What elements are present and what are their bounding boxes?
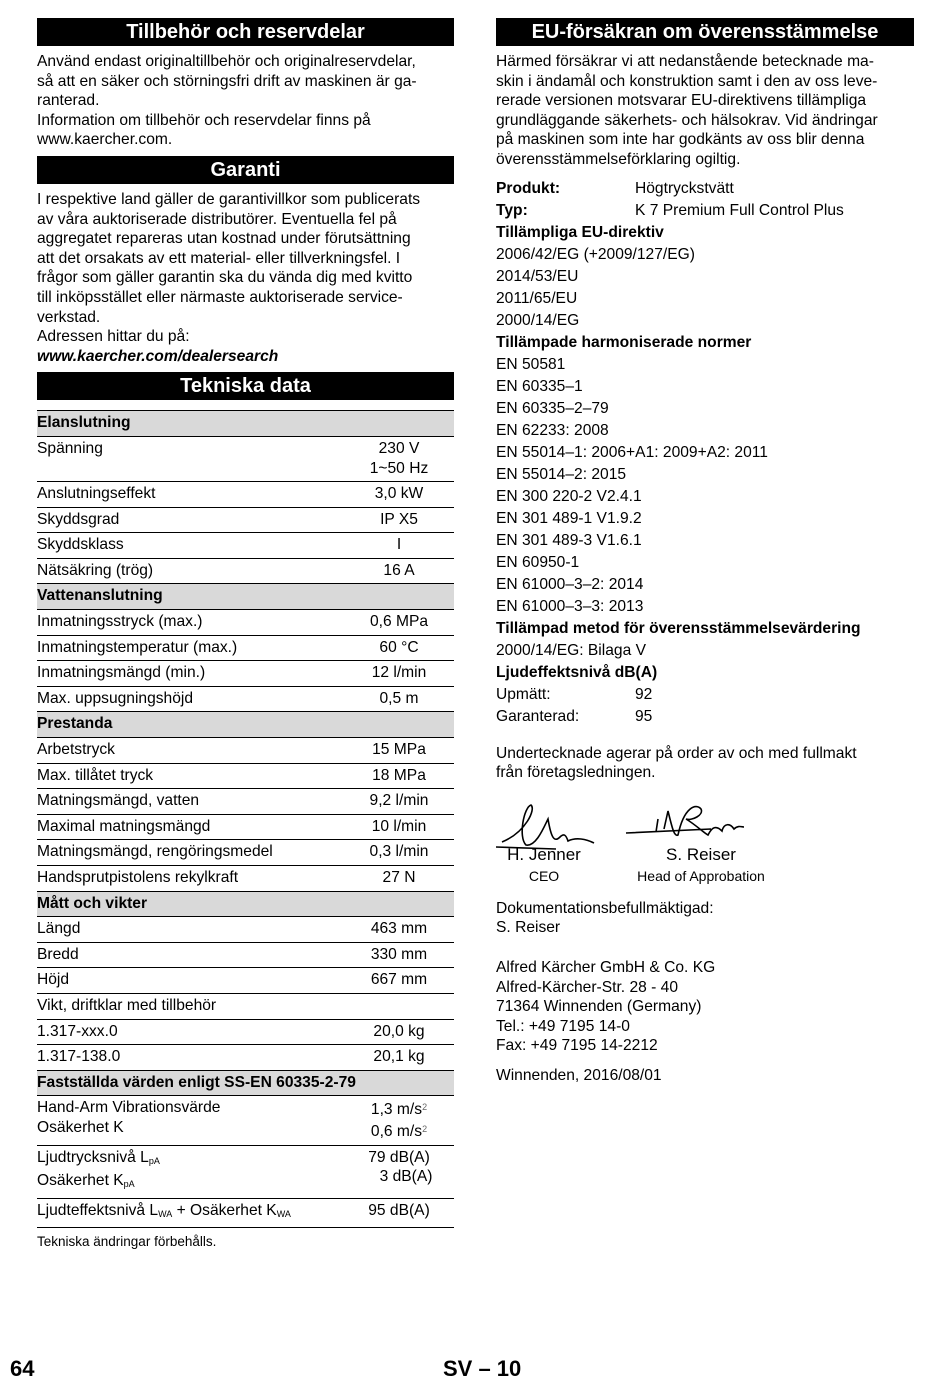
row-label: Vikt, driftklar med tillbehör (37, 993, 454, 1019)
norm-item: EN 60335–2–79 (496, 399, 609, 417)
accessories-heading: Tillbehör och reservdelar (37, 18, 454, 46)
row-value: 330 mm (344, 942, 454, 968)
row-label: Matningsmängd, vatten (37, 789, 344, 815)
text-line: rerade versionen motsvarar EU-direktivens tillämpliga (496, 92, 867, 110)
table-row (37, 610, 454, 636)
signatory-2 (630, 845, 772, 884)
text-line: verkstad. (37, 308, 101, 326)
table-row (37, 917, 454, 943)
text-line: skin i ändamål och konstruktion samt i den av oss leve- (496, 72, 878, 90)
row-label: Höjd (37, 968, 344, 994)
norm-item: EN 61000–3–3: 2013 (496, 597, 644, 615)
text-line: grundläggande säkerhets- och hälsokrav. Vid ändringar (496, 111, 878, 129)
row-value: 10 l/min (344, 814, 454, 840)
signatures (496, 797, 914, 889)
warranty-heading: Garanti (37, 156, 454, 184)
section-dimensions: Mått och vikter (37, 891, 454, 917)
norm-item: EN 301 489-3 V1.6.1 (496, 531, 642, 549)
norm-item: EN 60335–1 (496, 377, 583, 395)
tech-note: Tekniska ändringar förbehålls. (37, 1234, 217, 1250)
text-line: Undertecknade agerar på order av och med fullmakt (496, 744, 857, 762)
row-label: Ljudteffektsnivå $L_{WA}$ + Osäkerhet $K_{WA}$ (37, 1198, 344, 1228)
row-label: Max. uppsugningshöjd (37, 686, 344, 712)
table-row (37, 968, 454, 994)
row-label: Nätsäkring (trög) (37, 558, 344, 584)
table-row (37, 661, 454, 687)
row-value: 60 °C (344, 635, 454, 661)
row-value: 0,3 l/min (344, 840, 454, 866)
signed-statement (496, 744, 914, 783)
table-row (37, 814, 454, 840)
section-row (37, 1070, 454, 1096)
row-label: Anslutningseffekt (37, 482, 344, 508)
table-row (37, 1096, 454, 1145)
row-label: 1.317-138.0 (37, 1045, 344, 1071)
text-line: till inköpsstället eller närmaste auktoriserade service- (37, 288, 403, 306)
directive-item: 2000/14/EG (496, 311, 580, 329)
row-value: 0,5 m (344, 686, 454, 712)
row-label: Inmatningsstryck (max.) (37, 610, 344, 636)
table-row (37, 866, 454, 892)
table-row (37, 1045, 454, 1071)
text-line: Information om tillbehör och reservdelar finns på (37, 111, 371, 129)
type-row: Typ: K 7 Premium Full Control Plus (496, 201, 844, 219)
eu-intro (496, 52, 914, 170)
table-row (37, 763, 454, 789)
row-value: 1,3 $m/s^2$ 0,6 $m/s^2$ (344, 1096, 454, 1145)
text-line: www.kaercher.com. (37, 131, 173, 149)
product-row: Produkt: Högtryckstvätt (496, 179, 734, 197)
measured-row: Upmätt: 92 (496, 685, 653, 703)
text-line: att det orsakats av ett material- eller tillverkningsfel. I (37, 249, 401, 267)
doc-name: S. Reiser (496, 919, 561, 937)
norm-item: EN 61000–3–2: 2014 (496, 575, 644, 593)
norm-item: EN 62233: 2008 (496, 421, 609, 439)
text-line: så att en säker och störningsfri drift av maskinen är ga- (37, 72, 417, 90)
row-value: 230 V 1~50 Hz (344, 436, 454, 481)
address-line: 71364 Winnenden (Germany) (496, 998, 702, 1016)
row-value: 0,6 MPa (344, 610, 454, 636)
text-line: på maskinen som inte har godkänts av oss blir denna (496, 131, 865, 149)
row-value: 20,1 kg (344, 1045, 454, 1071)
row-value: 95 dB(A) (344, 1198, 454, 1228)
row-label: Max. tillåtet tryck (37, 763, 344, 789)
section-row (37, 411, 454, 437)
row-value: IP X5 (344, 507, 454, 533)
section-power: Elanslutning (37, 411, 454, 437)
norm-item: EN 300 220-2 V2.4.1 (496, 487, 642, 505)
row-value: I (344, 533, 454, 559)
table-row (37, 993, 454, 1019)
guaranteed-row: Garanterad: 95 (496, 707, 653, 725)
address-line: Tel.: +49 7195 14-0 (496, 1017, 630, 1035)
row-value: 463 mm (344, 917, 454, 943)
row-label: Inmatningsmängd (min.) (37, 661, 344, 687)
table-row (37, 840, 454, 866)
row-label: Maximal matningsmängd (37, 814, 344, 840)
row-label: Skyddsgrad (37, 507, 344, 533)
directives-heading: Tillämpliga EU-direktiv (496, 223, 664, 241)
section-row (37, 712, 454, 738)
eu-declaration-heading: EU-försäkran om överensstämmelse (496, 18, 914, 46)
doc-label: Dokumentationsbefullmäktigad: (496, 899, 714, 917)
row-label: Hand-Arm Vibrationsvärde Osäkerhet K (37, 1096, 344, 1145)
directive-item: 2011/65/EU (496, 289, 578, 307)
documentation-authorized (496, 899, 914, 938)
table-row (37, 942, 454, 968)
text-line: I respektive land gäller de garantivillkor som publicerats (37, 190, 421, 208)
row-value: 3,0 kW (344, 482, 454, 508)
section-norm-values: Fastställda värden enligt SS-EN 60335-2-79 (37, 1070, 454, 1096)
row-label: Ljudtrycksnivå $L_{pA}$ Osäkerhet $K_{pA}$ (37, 1145, 344, 1198)
table-row (37, 635, 454, 661)
table-row (37, 558, 454, 584)
table-row (37, 533, 454, 559)
warranty-text (37, 190, 454, 366)
section-water: Vattenanslutning (37, 584, 454, 610)
row-value: 16 A (344, 558, 454, 584)
table-row (37, 507, 454, 533)
address-line: Alfred Kärcher GmbH & Co. KG (496, 958, 716, 976)
row-label: Skyddsklass (37, 533, 344, 559)
row-value: 18 MPa (344, 763, 454, 789)
company-address (496, 958, 914, 1056)
method-value: 2000/14/EG: Bilaga V (496, 641, 646, 659)
left-column (37, 18, 454, 1249)
row-value: 9,2 l/min (344, 789, 454, 815)
table-row (37, 738, 454, 764)
row-value: 20,0 kg (344, 1019, 454, 1045)
text-line: Adressen hittar du på: (37, 328, 190, 346)
table-row (37, 1198, 454, 1228)
method-heading: Tillämpad metod för överensstämmelsevärdering (496, 619, 861, 637)
table-row (37, 436, 454, 481)
row-label: 1.317-xxx.0 (37, 1019, 344, 1045)
row-value: 27 N (344, 866, 454, 892)
signatory-1 (502, 845, 586, 884)
section-page: SV – 10 (443, 1356, 522, 1381)
text-line: frågor som gäller garantin ska du vända dig med kvitto (37, 269, 413, 287)
declaration-details (496, 178, 914, 728)
address-line: Fax: +49 7195 14-2212 (496, 1037, 658, 1055)
accessories-text (37, 52, 454, 150)
row-label: Inmatningstemperatur (max.) (37, 635, 344, 661)
norm-item: EN 60950-1 (496, 553, 580, 571)
text-line: aggregatet repareras utan kostnad under förutsättning (37, 230, 411, 248)
norms-heading: Tillämpade harmoniserade normer (496, 333, 752, 351)
table-row (37, 1145, 454, 1198)
row-label: Matningsmängd, rengöringsmedel (37, 840, 344, 866)
row-value: 12 l/min (344, 661, 454, 687)
text-line: av våra auktoriserade distributörer. Eventuella fel på (37, 210, 397, 228)
row-label: Arbetstryck (37, 738, 344, 764)
signature-jenner (496, 805, 594, 849)
row-value: 15 MPa (344, 738, 454, 764)
dealer-search-link[interactable]: www.kaercher.com/dealersearch (37, 347, 279, 365)
signatory-2-title: Head of Approbation (637, 867, 765, 884)
row-label: Spänning (37, 436, 344, 481)
row-label: Längd (37, 917, 344, 943)
table-row (37, 686, 454, 712)
table-row (37, 1019, 454, 1045)
text-line: överensstämmelseförklaring ogiltig. (496, 150, 741, 168)
right-column (496, 18, 914, 1086)
norm-item: EN 301 489-1 V1.9.2 (496, 509, 642, 527)
text-line: ranterad. (37, 92, 100, 110)
directive-item: 2014/53/EU (496, 267, 579, 285)
sound-heading: Ljudeffektsnivå dB(A) (496, 663, 658, 681)
norm-item: EN 55014–1: 2006+A1: 2009+A2: 2011 (496, 443, 768, 461)
signatory-2-name: S. Reiser (666, 844, 736, 864)
techdata-table (37, 410, 454, 1228)
page-number: 64 (10, 1356, 35, 1381)
place-date: Winnenden, 2016/08/01 (496, 1066, 662, 1084)
table-row (37, 482, 454, 508)
text-line: från företagsledningen. (496, 764, 656, 782)
techdata-heading: Tekniska data (37, 372, 454, 400)
directive-item: 2006/42/EG (+2009/127/EG) (496, 245, 695, 263)
section-row (37, 584, 454, 610)
row-label: Bredd (37, 942, 344, 968)
address-line: Alfred-Kärcher-Str. 28 - 40 (496, 978, 679, 996)
signature-reiser (626, 806, 744, 835)
text-line: Använd endast originaltillbehör och originalreservdelar, (37, 53, 416, 70)
norm-item: EN 55014–2: 2015 (496, 465, 627, 483)
signatory-1-name: H. Jenner (507, 844, 581, 864)
row-value: 79 dB(A) 3 dB(A) (344, 1145, 454, 1198)
section-row (37, 891, 454, 917)
signatory-1-title: CEO (528, 867, 560, 884)
row-value: 667 mm (344, 968, 454, 994)
table-row (37, 789, 454, 815)
row-label: Handsprutpistolens rekylkraft (37, 866, 344, 892)
norm-item: EN 50581 (496, 355, 566, 373)
text-line: Härmed försäkrar vi att nedanstående betecknade ma- (496, 53, 874, 70)
section-performance: Prestanda (37, 712, 454, 738)
